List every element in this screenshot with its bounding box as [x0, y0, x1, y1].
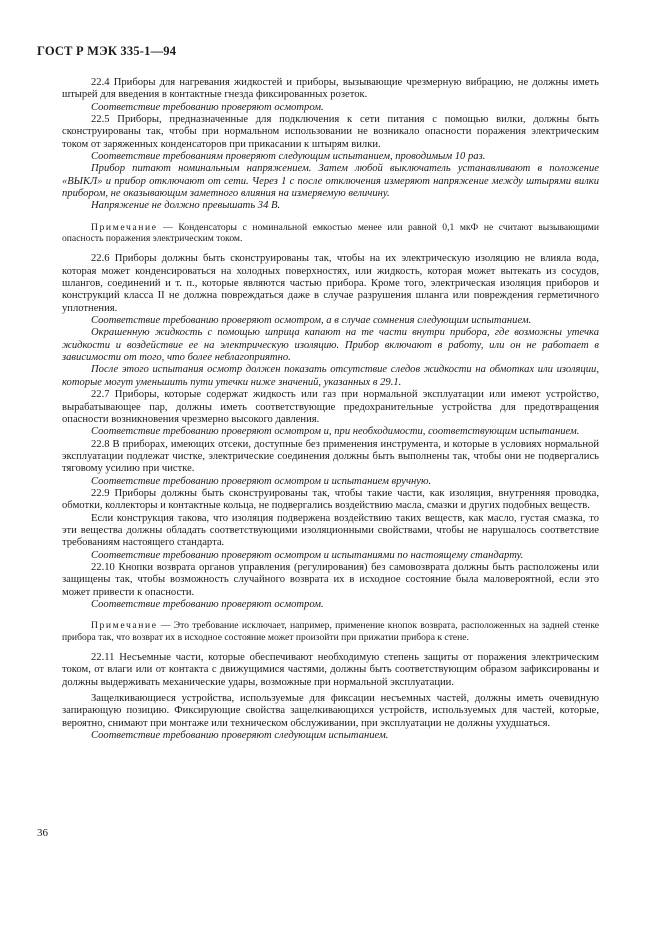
compliance-text: Соответствие требованию проверяют осмотром. — [91, 101, 324, 113]
test-requirement: Напряжение не должно превышать 34 В. — [91, 200, 281, 212]
clause-22-6: 22.6 Приборы должны быть сконструированы так, чтобы на их электрическую изоляцию не влияла вода, которая может конденсироваться на холодных поверхностях, или жидкость, которая может вытекать из сосудов, шлангов, соединений и т. п., которые являются частью прибора. Кроме того, электрическая изоляция приборов и конструкций класса II не должна повреждаться даже в случае разрушения шланга или повреждения герметичного уплотнения. — [62, 253, 599, 314]
note-text: — Конденсаторы с номинальной емкостью менее или равной 0,1 мкФ не считают вызывающими опасность поражения электрическим током. — [62, 221, 599, 245]
page-number: 36 — [37, 827, 48, 839]
clause-22-11: 22.11 Несъемные части, которые обеспечивают необходимую степень защиты от поражения электрическим током, от влаги или от контакта с движущимися частями, должны быть соответствующим образом зафиксированы и должны выдерживать механические удары, возможные при нормальной эксплуатации. — [62, 651, 599, 688]
compliance-text: Соответствие требованию проверяют следующим испытанием. — [91, 730, 389, 741]
compliance-text: Соответствие требованию проверяют осмотром и, при необходимости, соответствующим испытанием. — [91, 426, 580, 438]
compliance-text: Соответствие требованиям проверяют следующим испытанием, проводимым 10 раз. — [91, 151, 486, 163]
document-body — [62, 77, 599, 742]
note-text: — Это требование исключает, например, применение кнопок возврата, расположенных на задней стенке прибора так, что возврат их в исходное состояние может произойти при прижатии прибора к стене. — [62, 620, 599, 643]
clause-22-4: 22.4 Приборы для нагревания жидкостей и приборы, вызывающие чрезмерную вибрацию, не должны иметь штырей для введения в контактные гнезда фиксированных розеток. — [62, 77, 599, 101]
compliance-text: Соответствие требованию проверяют осмотром и испытаниями по настоящему стандарту. — [91, 549, 524, 561]
clause-22-5: 22.5 Приборы, предназначенные для подключения к сети питания с помощью вилки, должны быть сконструированы так, чтобы при нормальном использовании не возникало опасности поражения электрическим током от заряженных конденсаторов при прикасании к штырям вилки. — [62, 114, 599, 150]
clause-22-11-continued: Защелкивающиеся устройства, используемые для фиксации несъемных частей, должны иметь очевидную запирающую позицию. Фиксирующие свойства защелкивающихся устройств, используемых для частей, которые, вероятно, снимают при монтаже или техническом обслуживании, при эксплуатации не должны ухудшаться. — [62, 692, 599, 729]
note — [62, 222, 599, 245]
compliance-text: Соответствие требованию проверяют осмотром, а в случае сомнения следующим испытанием. — [91, 315, 532, 327]
clause-22-8: 22.8 В приборах, имеющих отсеки, доступные без применения инструмента, и которые в условиях нормальной эксплуатации подлежат чистке, электрические соединения должны быть выполнены так, чтобы они не подвергались тяговому усилию при чистке. — [62, 438, 599, 475]
note-label: Примечание — [91, 620, 158, 632]
clause-22-9: 22.9 Приборы должны быть сконструированы так, чтобы такие части, как изоляция, внутренняя проводка, обмотки, коллекторы и контактные кольца, не подвергались воздействию масла, смазки и других подобных веществ. — [62, 487, 599, 512]
compliance-text: Соответствие требованию проверяют осмотром. — [91, 599, 324, 610]
clause-22-7: 22.7 Приборы, которые содержат жидкость или газ при нормальной эксплуатации или имеют устройство, вырабатывающее пар, должны иметь соответствующие предохранительные устройства для предотвращения опасности возникновения чрезмерно высокого давления. — [62, 389, 599, 425]
test-procedure: Окрашенную жидкость с помощью шприца капают на те части внутри прибора, где возможны утечка жидкости и воздействие ее на электрическую изоляцию. Прибор включают в работу, или он не работает в зависимости от того, что более неблагоприятно. — [62, 327, 599, 364]
compliance-text: Соответствие требованию проверяют осмотром и испытанием вручную. — [91, 475, 432, 487]
note-label: Примечание — [91, 221, 158, 233]
test-procedure: Прибор питают номинальным напряжением. Затем любой выключатель устанавливают в положение «ВЫКЛ» и прибор отключают от сети. Через 1 с после отключения измеряют напряжение между штырями вилки прибором, не оказывающим заметного влияния на измеряемую величину. — [62, 163, 599, 200]
clause-22-10: 22.10 Кнопки возврата органов управления (регулирования) без самовозврата должны быть расположены или защищены так, чтобы возможность случайного возврата их в исходное состояние была маловероятной, если это может привести к опасности. — [62, 561, 599, 598]
clause-22-9-continued: Если конструкция такова, что изоляция подвержена воздействию таких веществ, как масло, густая смазка, то эти вещества должны обладать соответствующими изоляционными свойствами, чтобы не нарушалось соответствие требованиям настоящего стандарта. — [62, 512, 599, 549]
page-header: ГОСТ Р МЭК 335-1—94 — [37, 44, 177, 58]
test-result: После этого испытания осмотр должен показать отсутствие следов жидкости на обмотках или изоляции, которые могут уменьшить пути утечки ниже значений, указанных в 29.1. — [62, 364, 599, 388]
note — [62, 620, 599, 643]
